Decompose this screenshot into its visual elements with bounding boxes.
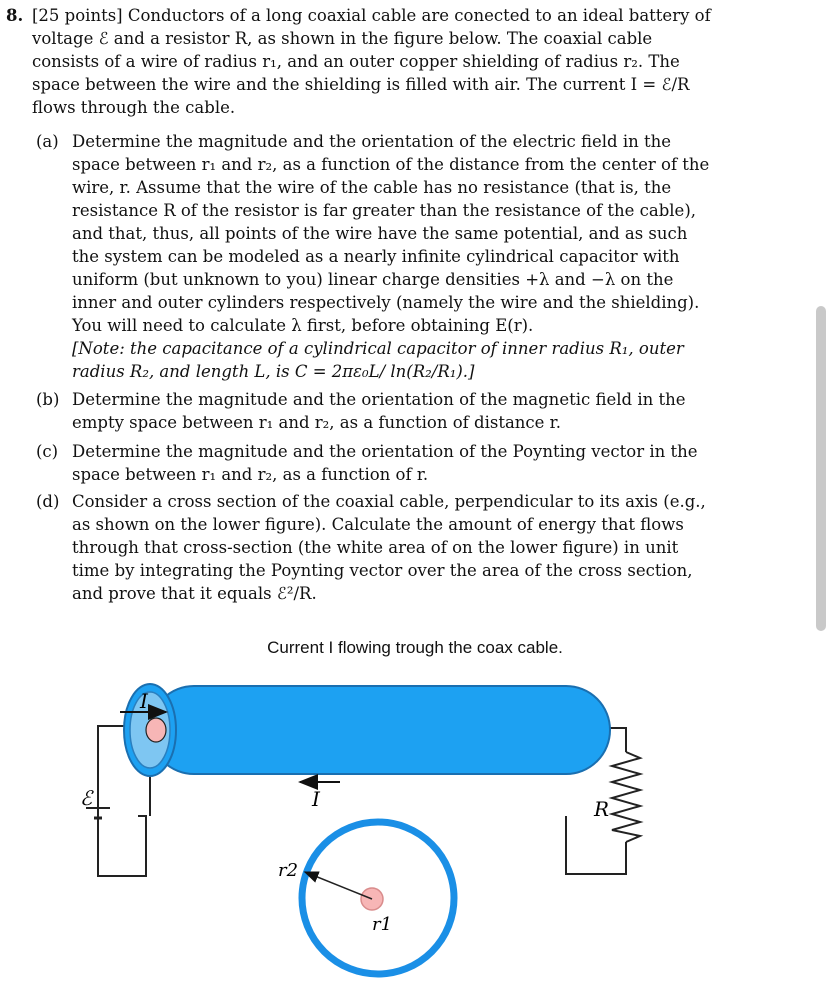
- coax-figure: [0, 660, 830, 983]
- part-a-note: [Note: the capacitance of a cylindrical capacitor of inner radius R₁, outer radius R₂, and length L, is C = 2πε₀L/ ln(R₂/R₁).]: [72, 339, 684, 381]
- part-c-label: (c): [36, 442, 59, 461]
- part-a: [36, 130, 716, 383]
- part-b: [36, 388, 716, 434]
- r1-label: r1: [372, 914, 393, 935]
- problem-points: [25 points]: [32, 6, 123, 25]
- coax-cable: [124, 684, 610, 776]
- r2-label: r2: [278, 860, 299, 881]
- part-d-label: (d): [36, 492, 60, 511]
- part-c-text: Determine the magnitude and the orientation of the Poynting vector in the space between r₁ and r₂, as a function of r.: [72, 442, 698, 484]
- part-b-text: Determine the magnitude and the orientation of the magnetic field in the empty space between r₁ and r₂, as a function of distance r.: [72, 390, 686, 432]
- part-b-label: (b): [36, 390, 60, 409]
- resistor-label: R: [594, 797, 610, 821]
- battery-label: ℰ: [80, 786, 93, 810]
- current-label-mid: I: [312, 787, 320, 811]
- part-a-text: Determine the magnitude and the orientation of the electric field in the space between r₁ and r₂, as a function of the distance from the center of the wire, r. Assume that the wire of the cable has no resistance (that is, the resistance R of the resistor is far greater than the resistance of the cable), and that, thus, all points of the wire have the same potential, and as such the system can be modeled as a nearly infinite cylindrical capacitor with uniform (but unknown to you) linear charge densities +λ and −λ on the inner and outer cylinders respectively (namely the wire and the shielding). You will need to calculate λ first, before obtaining E(r).: [72, 132, 710, 335]
- problem-number: 8.: [6, 6, 24, 25]
- figure-caption: Current I flowing trough the coax cable.: [267, 638, 563, 657]
- part-a-label: (a): [36, 132, 59, 151]
- problem-intro-text: Conductors of a long coaxial cable are conected to an ideal battery of voltage ℰ and a resistor R, as shown in the figure below. The coaxial cable consists of a wire of radius r₁, and an outer copper shielding of radius r₂. The space between the wire and the shielding is filled with air. The current I = ℰ/R flows through the cable.: [32, 6, 711, 117]
- part-d: [36, 490, 716, 605]
- part-c: [36, 440, 716, 486]
- scrollbar-thumb[interactable]: [816, 306, 826, 631]
- part-d-text: Consider a cross section of the coaxial cable, perpendicular to its axis (e.g., as shown on the lower figure). Calculate the amount of energy that flows through that cross-section (the white area of on the lower figure) in unit time by integrating the Poynting vector over the area of the cross section, and prove that it equals ℰ²/R.: [72, 492, 706, 603]
- resistor-icon: [612, 752, 640, 842]
- problem-intro: [32, 4, 717, 119]
- cross-section: [302, 822, 454, 974]
- current-label-top: I: [140, 689, 148, 713]
